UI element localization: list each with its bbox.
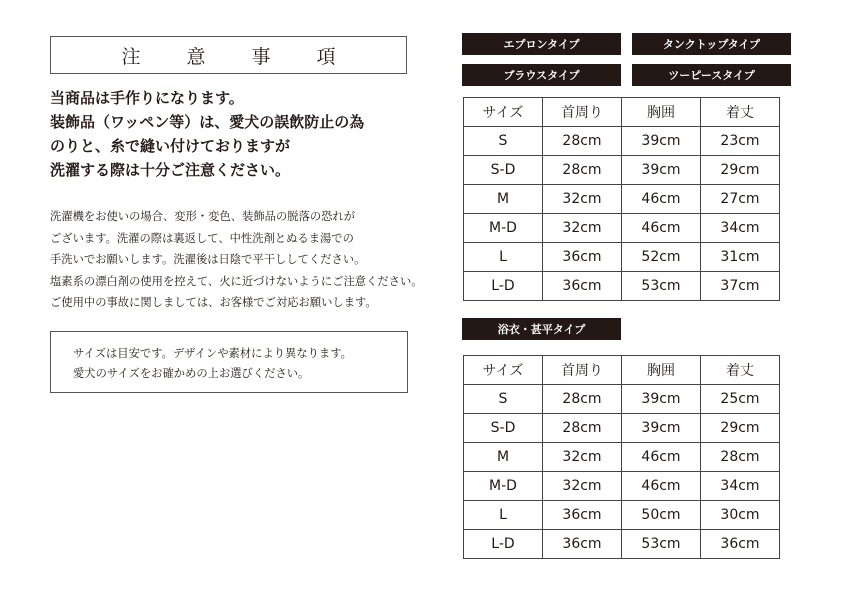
table-row [464, 272, 780, 301]
table-cell: 34cm [701, 214, 780, 243]
table-row [464, 414, 780, 443]
table-cell: 39cm [622, 127, 701, 156]
table-header-cell: サイズ [464, 98, 543, 127]
notice-main-line: 洗濯する際は十分ご注意ください。 [50, 161, 291, 179]
table-cell: 46cm [622, 472, 701, 501]
instruction-line: 洗濯機をお使いの場合、変形・変色、装飾品の脱落の恐れが [50, 210, 356, 223]
table-cell: 50cm [622, 501, 701, 530]
table-cell: 28cm [543, 127, 622, 156]
instruction-line: 塩素系の漂白剤の使用を控えて、火に近づけないようにご注意ください。 [50, 274, 423, 288]
table-cell: S [464, 385, 543, 414]
table-cell: 28cm [701, 443, 780, 472]
notice-main-line: のりと、糸で縫い付けておりますが [50, 137, 291, 155]
table-cell: 27cm [701, 185, 780, 214]
washing-instructions [50, 206, 423, 314]
table-cell: 30cm [701, 501, 780, 530]
table-cell: 28cm [543, 385, 622, 414]
size-note-line: 愛犬のサイズをお確かめの上お選びください。 [73, 367, 310, 380]
instruction-line: ございます。洗濯の際は裏返して、中性洗剤とぬるま湯での [50, 231, 354, 245]
table-header-cell: 着丈 [701, 98, 780, 127]
table-row [464, 385, 780, 414]
table-cell: 37cm [701, 272, 780, 301]
table-row [464, 243, 780, 272]
size-table-yukata [463, 355, 780, 559]
table-cell: M-D [464, 214, 543, 243]
table-cell: 53cm [622, 530, 701, 559]
table-cell: L [464, 501, 543, 530]
table-row [464, 443, 780, 472]
size-note-box [50, 331, 408, 393]
table-row [464, 214, 780, 243]
instruction-line: ご使用中の事故に関しましては、お客様でご対応お願いします。 [50, 296, 377, 310]
table-cell: 46cm [622, 443, 701, 472]
table-row [464, 156, 780, 185]
table-cell: 36cm [543, 243, 622, 272]
table-cell: 36cm [701, 530, 780, 559]
table-cell: 31cm [701, 243, 780, 272]
table-cell: 39cm [622, 414, 701, 443]
table-row [464, 501, 780, 530]
table-cell: 23cm [701, 127, 780, 156]
table-header-cell: 首周り [543, 98, 622, 127]
notice-main-line: 当商品は手作りになります。 [50, 89, 244, 107]
table-cell: 36cm [543, 501, 622, 530]
table-cell: L [464, 243, 543, 272]
table-cell: 36cm [543, 272, 622, 301]
table-cell: S [464, 127, 543, 156]
table-cell: L-D [464, 530, 543, 559]
table-cell: 53cm [622, 272, 701, 301]
table-cell: 36cm [543, 530, 622, 559]
table-cell: 52cm [622, 243, 701, 272]
table-cell: 28cm [543, 156, 622, 185]
table-row [464, 185, 780, 214]
notice-main-line: 装飾品（ワッペン等）は、愛犬の誤飲防止の為 [50, 113, 365, 131]
table-cell: 32cm [543, 472, 622, 501]
table-header-cell: 首周り [543, 356, 622, 385]
table-cell: 25cm [701, 385, 780, 414]
table-header-row [464, 98, 780, 127]
tag-yukata: 浴衣・甚平タイプ [462, 318, 621, 340]
tag-twopiece: ツーピースタイプ [632, 64, 791, 86]
notice-main-text [50, 86, 364, 182]
table-cell: 39cm [622, 385, 701, 414]
table-cell: M-D [464, 472, 543, 501]
table-cell: S-D [464, 156, 543, 185]
table-cell: M [464, 185, 543, 214]
instruction-line: 手洗いでお願いします。洗濯後は日陰で平干ししてください。 [50, 253, 366, 267]
table-cell: S-D [464, 414, 543, 443]
tag-tanktop: タンクトップタイプ [632, 33, 791, 55]
table-cell: 46cm [622, 214, 701, 243]
table-cell: 32cm [543, 443, 622, 472]
table-cell: 29cm [701, 156, 780, 185]
table-cell: M [464, 443, 543, 472]
tag-blouse: ブラウスタイプ [462, 64, 621, 86]
table-row [464, 127, 780, 156]
table-header-cell: サイズ [464, 356, 543, 385]
table-cell: 32cm [543, 214, 622, 243]
table-header-cell: 胸囲 [622, 98, 701, 127]
table-cell: 29cm [701, 414, 780, 443]
table-cell: L-D [464, 272, 543, 301]
table-cell: 28cm [543, 414, 622, 443]
size-table-general [463, 97, 780, 301]
table-cell: 32cm [543, 185, 622, 214]
notice-title: 注 意 事 項 [50, 36, 407, 74]
table-row [464, 530, 780, 559]
table-row [464, 472, 780, 501]
size-note-line: サイズは目安です。デザインや素材により異なります。 [73, 347, 352, 360]
table-cell: 46cm [622, 185, 701, 214]
table-header-row [464, 356, 780, 385]
tag-apron: エプロンタイプ [462, 33, 621, 55]
table-cell: 39cm [622, 156, 701, 185]
table-header-cell: 着丈 [701, 356, 780, 385]
table-cell: 34cm [701, 472, 780, 501]
table-header-cell: 胸囲 [622, 356, 701, 385]
